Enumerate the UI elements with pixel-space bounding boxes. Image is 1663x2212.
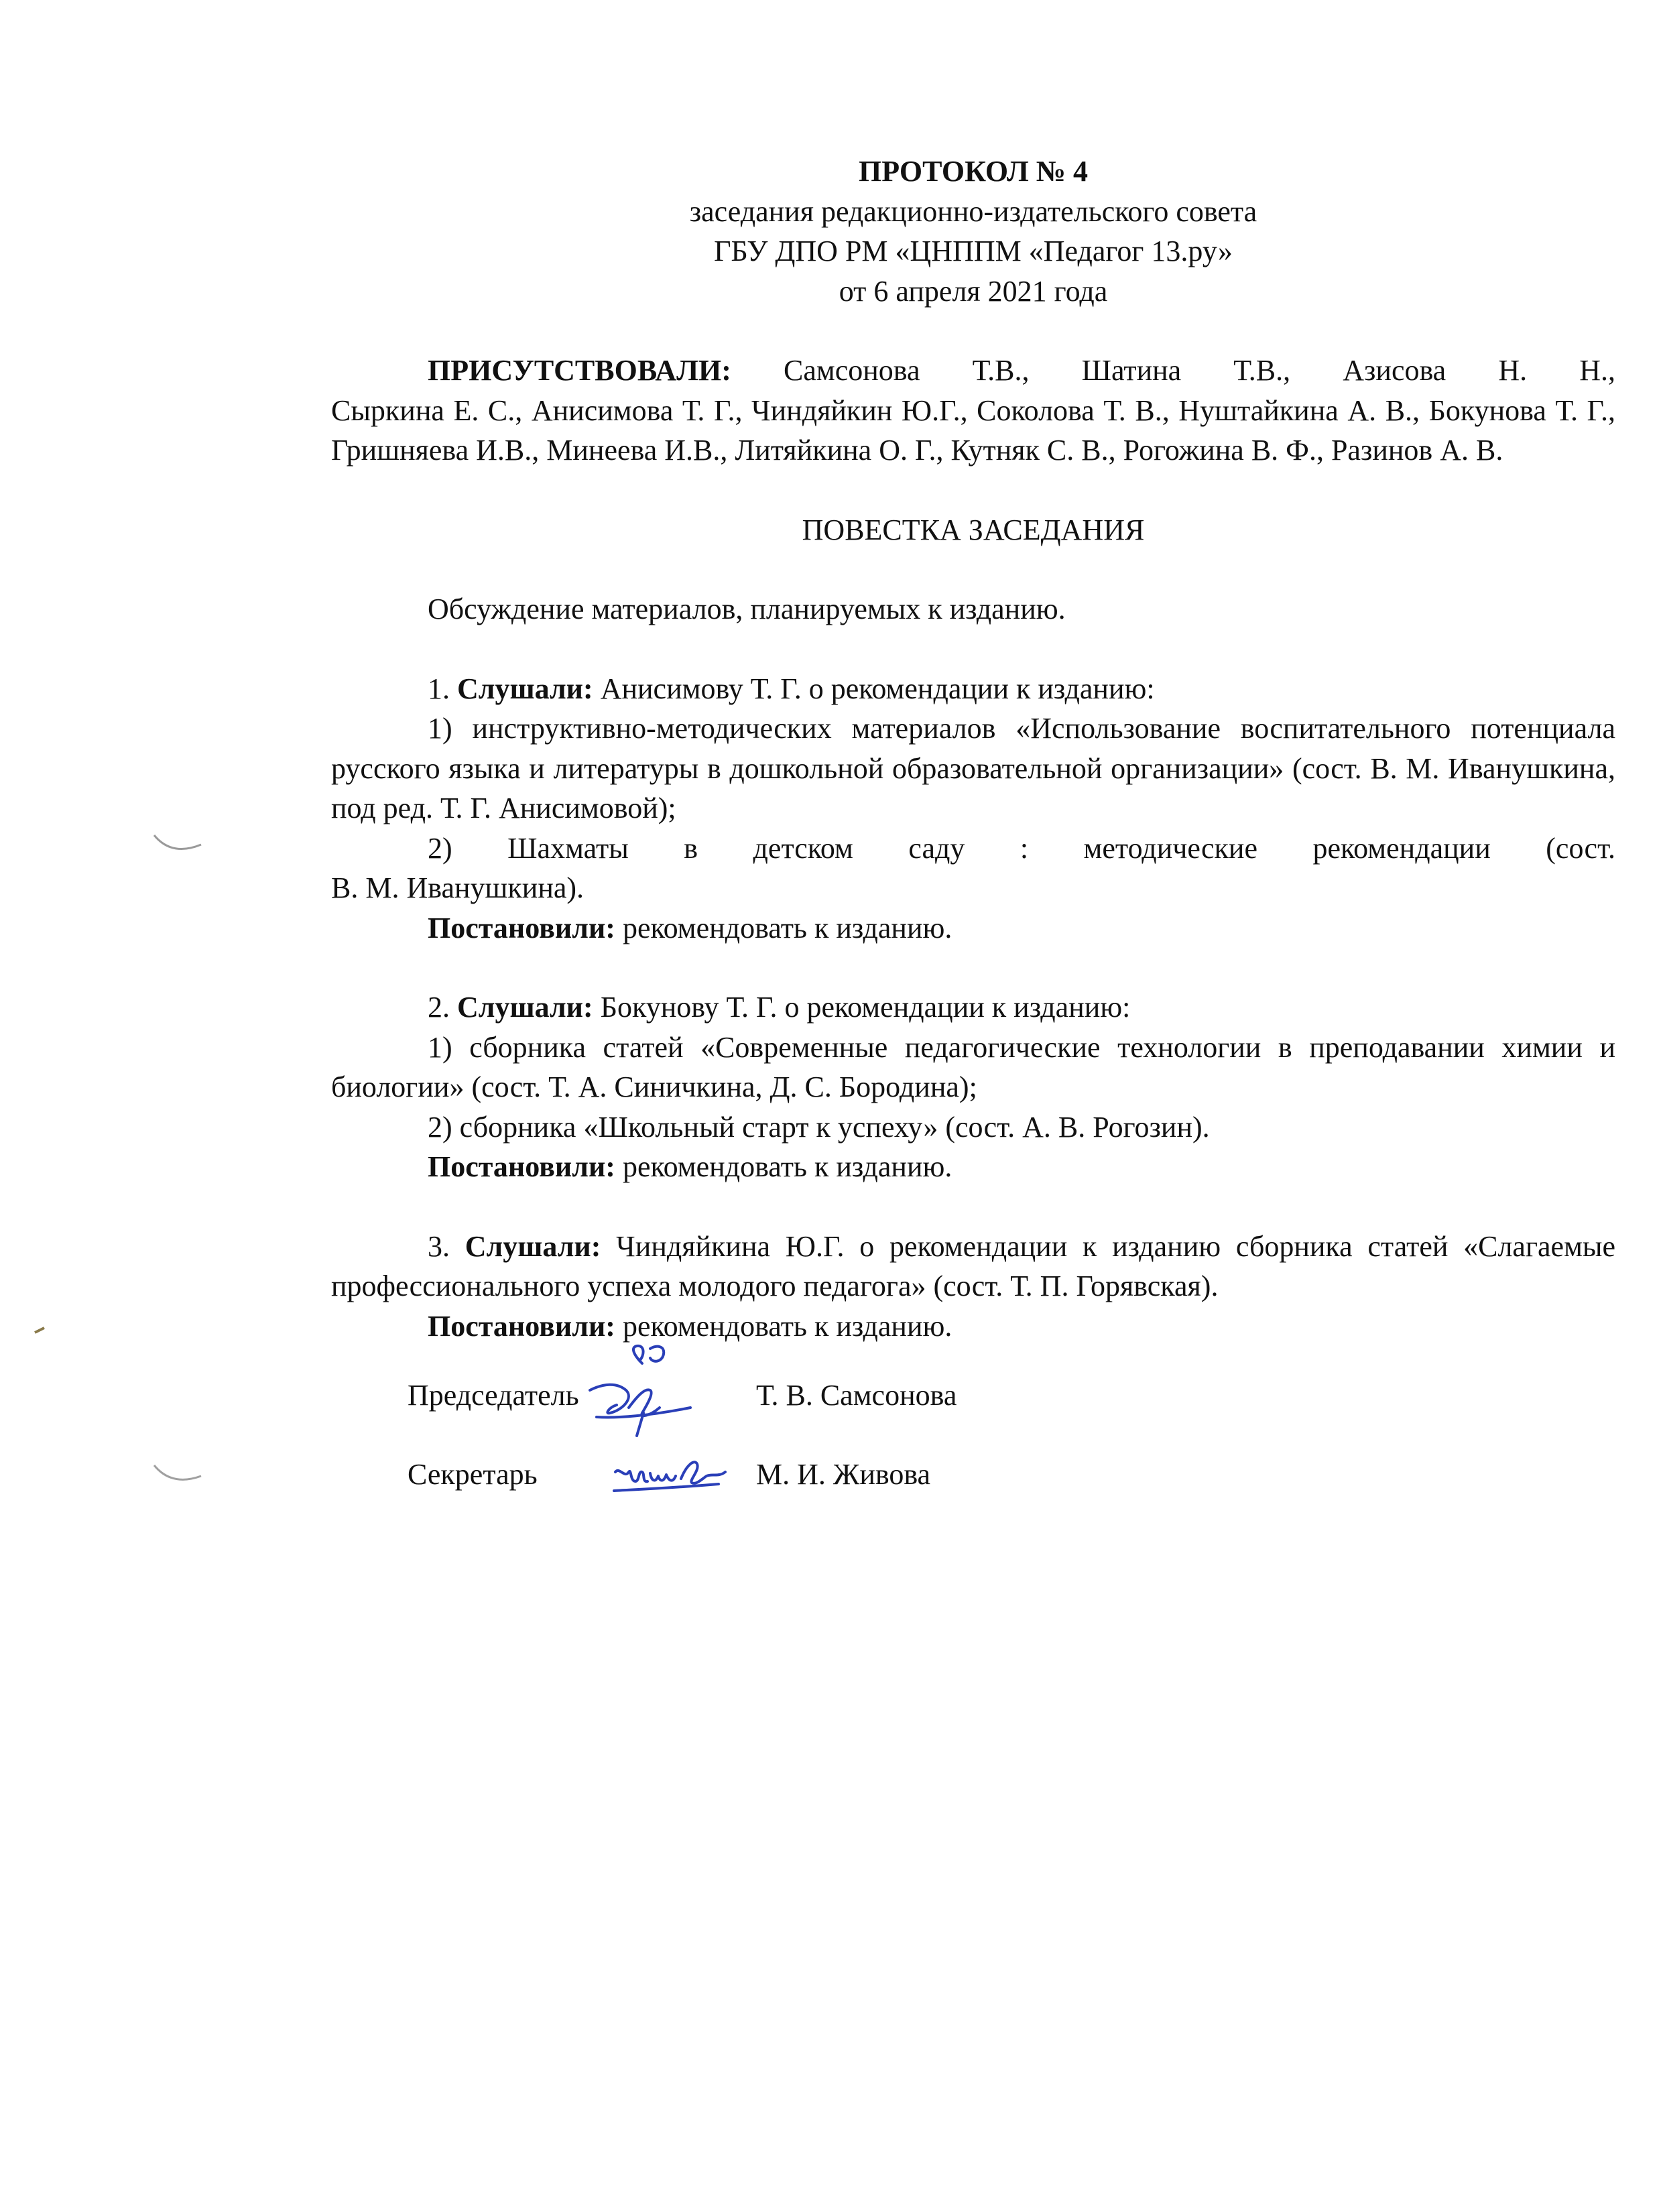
chair-signature (570, 1343, 711, 1444)
chair-signature-row (331, 1375, 1615, 1455)
item-heard: 1. Слушали: Анисимову Т. Г. о рекомендации к изданию: (428, 672, 1155, 705)
scan-speck (34, 1326, 47, 1335)
chair-role: Председатель (408, 1379, 579, 1412)
decided-label: Постановили: (428, 1150, 615, 1183)
organization-name: ГБУ ДПО РМ «ЦНППМ «Педагог 13.ру» (714, 235, 1233, 267)
document-subtitle: заседания редакционно-издательского совета (689, 194, 1257, 228)
item-decided (331, 908, 1615, 948)
item-heard: 2. Слушали: Бокунову Т. Г. о рекомендации к изданию: (428, 991, 1131, 1024)
agenda-heading: ПОВЕСТКА ЗАСЕДАНИЯ (802, 513, 1145, 546)
punch-hole-mark (151, 828, 205, 862)
decided-text: рекомендовать к изданию. (615, 1150, 952, 1183)
attendees-list: Сыркина Е. С., Анисимова Т. Г., Чиндяйкин Ю.Г., Соколова Т. В., Нуштайкина А. В., Бокунова Т. Г., Гришняева И.В., Минеева И.В., Литяйкина О. Г., Кутняк С. В., Рогожина В. Ф., Разинов А. В. (331, 393, 1615, 467)
item-subpoint: 2) Шахматы в детском саду : методические рекомендации (сост. (428, 831, 1615, 865)
document-title: ПРОТОКОЛ № 4 (859, 155, 1088, 188)
decided-label: Постановили: (428, 911, 615, 944)
attendees-list-start: Самсонова Т.В., Шатина Т.В., Азисова Н. Н., (731, 354, 1615, 387)
heard-text: Бокунову Т. Г. о рекомендации к изданию: (593, 991, 1131, 1024)
decided-text: рекомендовать к изданию. (615, 911, 952, 944)
heard-label: Слушали: (457, 991, 593, 1024)
secretary-signature (611, 1452, 732, 1506)
attendees-first-line (331, 351, 1615, 391)
heard-text: Чиндяйкина Ю.Г. о рекомендации к изданию сборника статей «Слагаемые профессионального успеха молодого педагога» (сост. Т. П. Горявская). (331, 1229, 1616, 1302)
punch-hole-mark (151, 1459, 205, 1492)
item-subpoint: 2) сборника «Школьный старт к успеху» (сост. А. В. Рогозин). (428, 1110, 1210, 1144)
heard-text: Анисимову Т. Г. о рекомендации к изданию: (593, 672, 1155, 705)
agenda-item-1 (331, 669, 1615, 948)
attendees-label: ПРИСУТСТВОВАЛИ: (428, 354, 731, 387)
agenda-topic: Обсуждение материалов, планируемых к изданию. (428, 593, 1066, 625)
decided-label: Постановили: (428, 1309, 615, 1343)
item-subpoint: 1) сборника статей «Современные педагогические технологии в преподавании химии и биологии» (сост. Т. А. Синичкина, Д. С. Бородина); (331, 1030, 1615, 1103)
agenda-item-2 (331, 987, 1615, 1187)
item-decided (331, 1306, 1615, 1347)
heard-label: Слушали: (465, 1229, 601, 1263)
item-subpoint: 1) инструктивно-методических материалов «Использование воспитательного потенциала русского языка и литературы в дошкольной образовательной организации» (сост. В. М. Иванушкина, под ред. Т. Г. Анисимовой); (331, 712, 1615, 824)
item-heard: 3. Слушали: Чиндяйкина Ю.Г. о рекомендации к изданию сборника статей «Слагаемые профессионального успеха молодого педагога» (сост. Т. П. Горявская). (331, 1229, 1616, 1302)
document-body (331, 151, 1615, 1508)
agenda-item-3 (331, 1227, 1615, 1347)
secretary-signature-row (331, 1455, 1615, 1508)
item-subpoint-continued: В. М. Иванушкина). (331, 871, 584, 904)
secretary-role: Секретарь (408, 1458, 538, 1491)
document-date: от 6 апреля 2021 года (839, 274, 1108, 308)
heard-label: Слушали: (457, 672, 593, 705)
decided-text: рекомендовать к изданию. (615, 1309, 952, 1343)
item-decided (331, 1147, 1615, 1187)
chair-name: Т. В. Самсонова (756, 1379, 957, 1412)
secretary-name: М. И. Живова (756, 1458, 931, 1491)
